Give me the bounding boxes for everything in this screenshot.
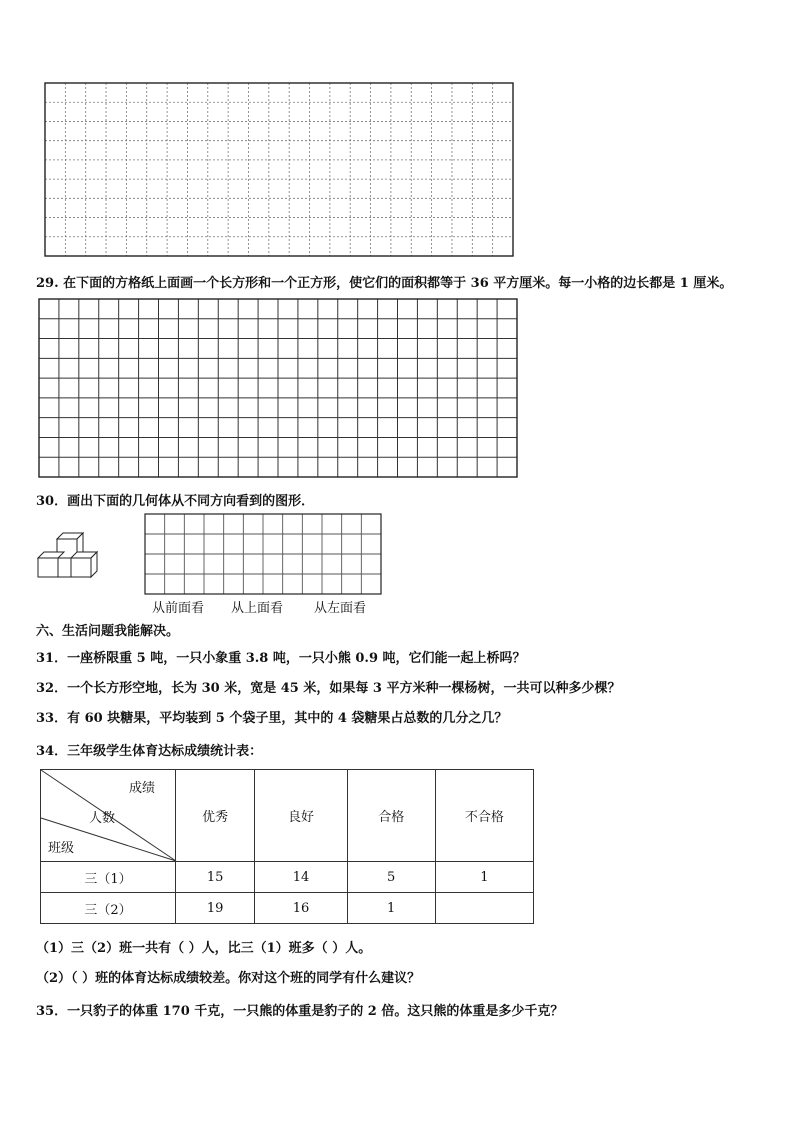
question-33: 33．有 60 块糖果，平均装到 5 个袋子里，其中的 4 袋糖果占总数的几分之几？	[36, 711, 508, 726]
dotted-grid-border	[45, 83, 513, 256]
table-cell: 19	[175, 893, 254, 924]
view-label-top: 从上面看	[231, 601, 284, 616]
question-34-part-2: （2）（ ）班的体育达标成绩较差。你对这个班的同学有什么建议？	[36, 971, 421, 986]
view-label-left: 从左面看	[314, 601, 367, 616]
corner-label-class: 班级	[48, 841, 75, 856]
table-header-cell: 合格	[347, 770, 435, 862]
question-30: 30．画出下面的几何体从不同方向看到的图形．	[36, 494, 315, 509]
table-cell: 1	[347, 893, 435, 924]
table-cell: 1	[435, 862, 533, 893]
question-29: 29. 在下面的方格纸上面画一个长方形和一个正方形，使它们的面积都等于 36 平方厘米。每一小格的边长都是 1 厘米。	[36, 276, 733, 291]
table-row	[41, 862, 534, 893]
stats-table	[40, 769, 534, 924]
question-34: 34．三年级学生体育达标成绩统计表：	[36, 744, 263, 759]
table-cell: 15	[175, 862, 254, 893]
table-row-class: 三（1）	[41, 862, 176, 893]
square-grid-29[interactable]	[38, 298, 518, 478]
question-35: 35．一只豹子的体重 170 千克，一只熊的体重是豹子的 2 倍。这只熊的体重是多少千克？	[36, 1004, 564, 1019]
table-header-cell: 良好	[255, 770, 347, 862]
cube-figure	[37, 520, 109, 578]
table-cell: 5	[347, 862, 435, 893]
table-row-class: 三（2）	[41, 893, 176, 924]
view-label-front: 从前面看	[152, 601, 205, 616]
question-31: 31．一座桥限重 5 吨，一只小象重 3.8 吨，一只小熊 0.9 吨，它们能一起上桥吗？	[36, 651, 526, 666]
table-cell[interactable]	[435, 893, 533, 924]
table-cell: 14	[255, 862, 347, 893]
question-32: 32．一个长方形空地，长为 30 米，宽是 45 米，如果每 3 平方米种一棵杨树，一共可以种多少棵？	[36, 681, 621, 696]
table-cell: 16	[255, 893, 347, 924]
section-six-heading: 六、生活问题我能解决。	[36, 624, 180, 639]
views-grid-30[interactable]	[144, 513, 382, 595]
question-34-part-1: （1）三（2）班一共有（ ）人，比三（1）班多（ ）人。	[36, 941, 372, 956]
dotted-grid-top[interactable]	[44, 82, 514, 257]
table-header-cell: 优秀	[175, 770, 254, 862]
corner-label-score: 成绩	[129, 781, 156, 796]
table-header-cell: 不合格	[435, 770, 533, 862]
table-corner-cell	[41, 770, 176, 862]
table-row	[41, 893, 534, 924]
corner-label-people: 人数	[89, 811, 116, 826]
